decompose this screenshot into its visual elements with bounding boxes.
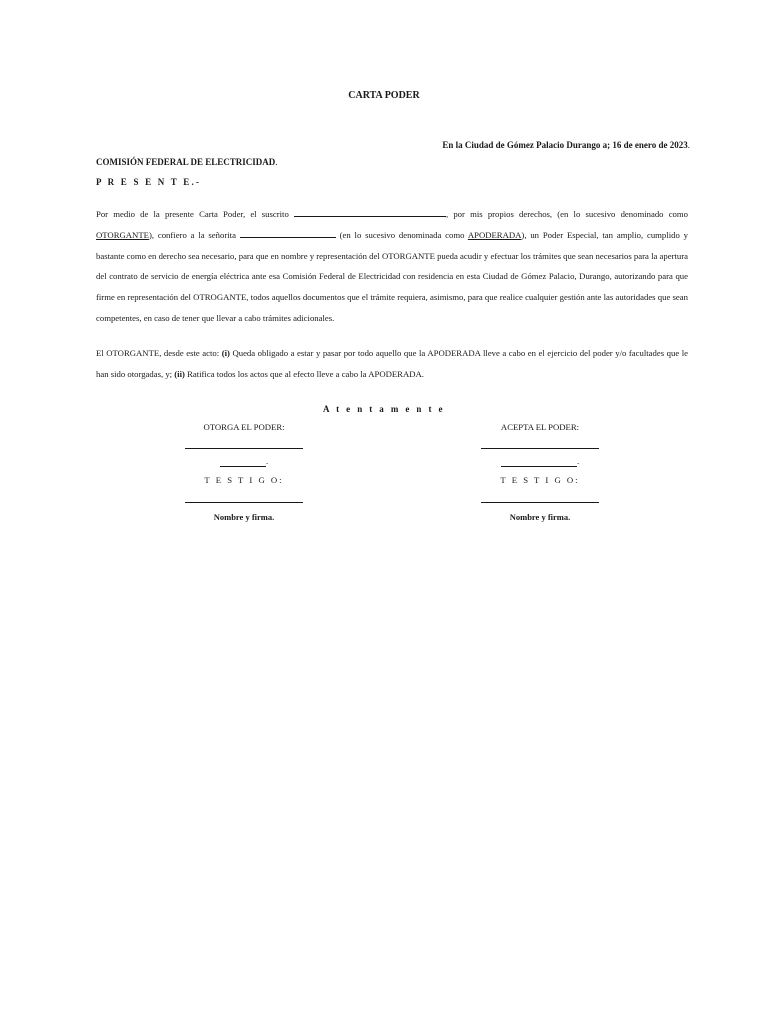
- attorney-name-signature-label: Nombre y firma.: [509, 512, 571, 522]
- p1-text-3: ), confiero a la señorita: [148, 229, 240, 240]
- recipient: [96, 158, 278, 167]
- closing-salutation: A t e n t a m e n t e: [323, 404, 445, 414]
- apoderada-term: APODERADA: [467, 229, 522, 240]
- attorney-name-blank: [240, 229, 336, 238]
- grantor-witness-label: T E S T I G O:: [204, 475, 284, 485]
- recipient-name: COMISIÓN FEDERAL DE ELECTRICIDAD: [96, 157, 276, 167]
- attorney-witness-label: T E S T I G O:: [500, 475, 580, 485]
- document-title: CARTA PODER: [348, 90, 420, 101]
- grantor-line-period: .: [266, 456, 269, 466]
- grantor-witness-line: [185, 502, 303, 503]
- p2-text-1: El OTORGANTE, desde este acto:: [96, 348, 222, 358]
- p1-text-5: ), un Poder Especial, tan amplio, cumplido y bastante como en derecho sea necesario, para que en nombre y representación del OTORGANTE pueda acudir y efectuar los trámites que sean necesarios para la apertura del contrato de servicio de energía eléctrica ante esa Comisión Federal de Electricidad con residencia en esta Ciudad de Gómez Palacio, Durango, autorizando para que firme en representación del OTROGANTE, todos aquellos documentos que el trámite requiera, asimismo, para que realice cualquier gestión ante las autoridades que sean competentes, en caso de tener que llevar a cabo trámites adicionales.: [96, 229, 688, 323]
- salutation: P R E S E N T E.-: [96, 177, 202, 187]
- otorgante-term: OTORGANTE: [96, 229, 149, 240]
- attorney-role: ACEPTA EL PODER:: [500, 422, 580, 432]
- place-date-text: En la Ciudad de Gómez Palacio Durango a; 16 de enero de 2023: [442, 140, 688, 150]
- grantor-short-line: [220, 466, 266, 467]
- p1-text-1: Por medio de la presente Carta Poder, el suscrito: [96, 209, 294, 219]
- grantor-signature-line: [185, 448, 303, 449]
- grantor-name-signature-label: Nombre y firma.: [213, 512, 275, 522]
- grantor-role: OTORGA EL PODER:: [203, 422, 285, 432]
- grantor-name-blank: [294, 208, 446, 217]
- place-date-period: .: [687, 140, 690, 150]
- p2-marker-i: (i): [221, 348, 230, 358]
- attorney-witness-line: [481, 502, 599, 503]
- attorney-short-line: [501, 466, 577, 467]
- paragraph-ratification: [96, 343, 688, 385]
- attorney-line-period: .: [577, 456, 580, 466]
- p1-text-2: , por mis propios derechos, (en lo sucesivo denominado como: [445, 209, 688, 219]
- recipient-period: .: [275, 157, 278, 167]
- p1-text-4: (en lo sucesivo denominada como: [335, 229, 468, 240]
- attorney-signature-block: [460, 423, 620, 533]
- p2-text-3: Ratifica todos los actos que al efecto lleve a cabo la APODERADA.: [184, 368, 424, 379]
- grantor-signature-block: [164, 423, 324, 533]
- attorney-signature-line: [481, 448, 599, 449]
- p2-marker-ii: (ii): [174, 368, 185, 379]
- p2-text-2: Queda obligado a estar y pasar por todo aquello que la APODERADA lleve a cabo en el ejercicio del poder y/o facultades que le han sido otorgadas, y;: [96, 348, 688, 379]
- paragraph-power-granting: [96, 204, 688, 329]
- place-date: [442, 141, 690, 150]
